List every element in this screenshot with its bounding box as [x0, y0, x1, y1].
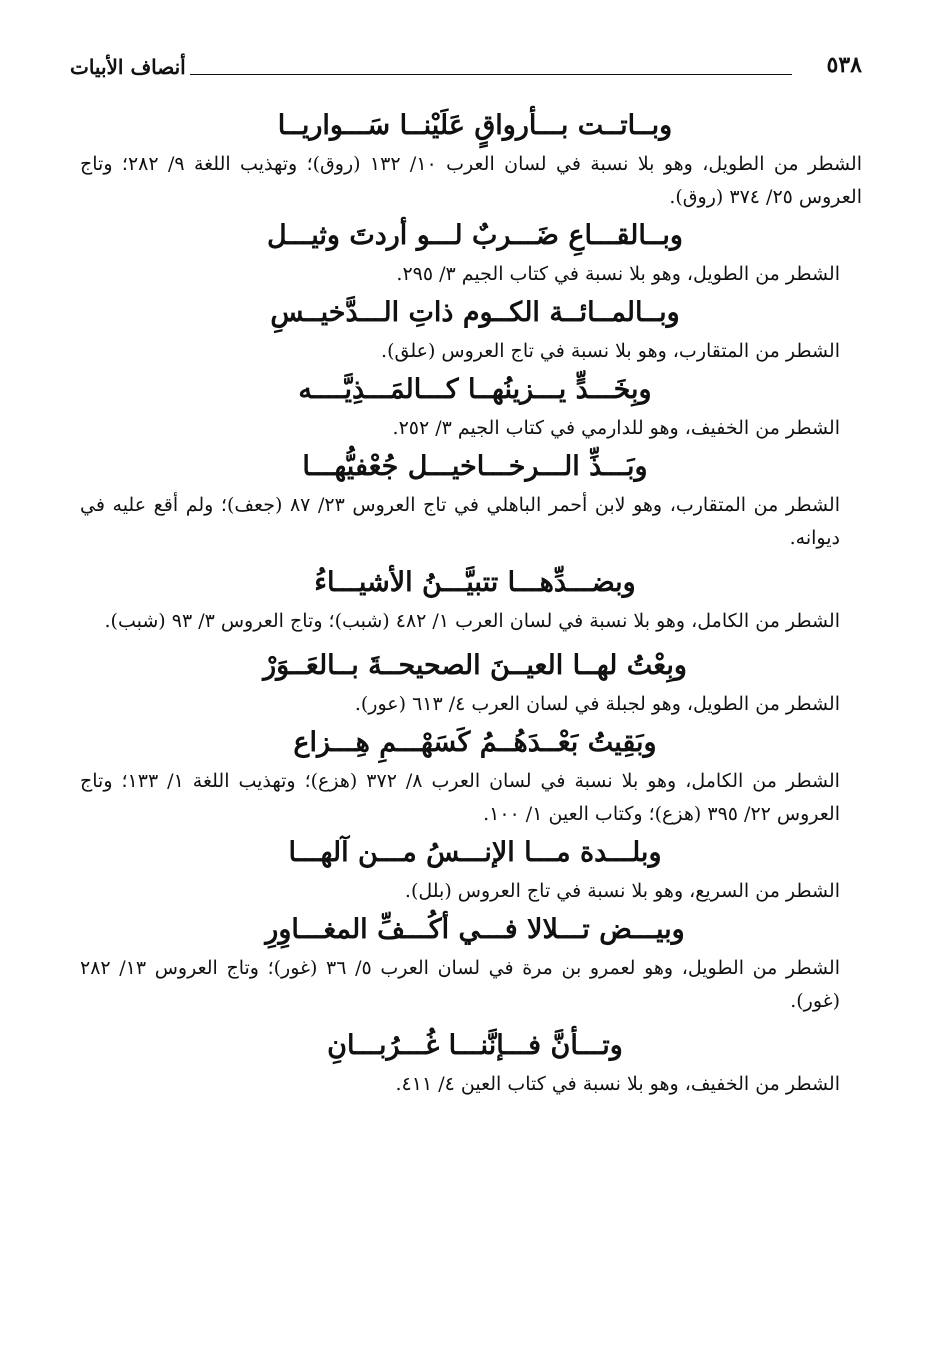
entry — [80, 214, 870, 291]
source-note: الشطر من الخفيف، وهو للدارمي في كتاب الجيم ٣/ ٢٥٢. — [392, 417, 840, 439]
verse-line: وبــالقـــاعِ ضَـــربٌ لـــو أردتَ وثيـــل — [267, 220, 683, 251]
verse-line: وبَـــذِّ الـــرخـــاخيـــل جُعْفيُّهـــا — [302, 451, 648, 482]
entry — [80, 908, 870, 1018]
page-header — [70, 52, 870, 86]
page-number: ٥٣٨ — [826, 52, 862, 78]
verse-line: وبــالمــائــة الكــوم ذاتِ الـــدَّخيــسِ — [270, 297, 680, 328]
source-note: الشطر من الطويل، وهو لجبلة في لسان العرب ٤/ ٦١٣ (عور). — [354, 693, 840, 715]
source-note: الشطر من المتقارب، وهو بلا نسبة في تاج العروس (علق). — [381, 340, 840, 362]
verse-line: وتـــأنَّ فـــإنَّنـــا غُـــرُبـــانِ — [327, 1030, 623, 1061]
entry — [80, 644, 870, 721]
source-note: الشطر من الكامل، وهو بلا نسبة في لسان العرب ١/ ٤٨٢ (شبب)؛ وتاج العروس ٣/ ٩٣ (شبب). — [104, 610, 840, 632]
entry — [80, 104, 870, 214]
verse-line: وبيـــض تـــلالا فـــي أكُـــفِّ المغـــاوِرِ — [265, 914, 685, 945]
entry — [80, 1024, 870, 1101]
entry — [80, 445, 870, 555]
source-note: الشطر من المتقارب، وهو لابن أحمر الباهلي في تاج العروس ٢٣/ ٨٧ (جعف)؛ ولم أقع عليه في ديوانه. — [80, 494, 840, 549]
source-note: الشطر من الطويل، وهو لعمرو بن مرة في لسان العرب ٥/ ٣٦ (غور)؛ وتاج العروس ١٣/ ٢٨٢ (غور). — [80, 957, 840, 1012]
header-rule — [190, 74, 792, 75]
entry — [80, 291, 870, 368]
source-note: الشطر من الطويل، وهو بلا نسبة في لسان العرب ١٠/ ١٣٢ (روق)؛ وتهذيب اللغة ٩/ ٢٨٢؛ وتاج العروس ٢٥/ ٣٧٤ (روق). — [80, 153, 862, 208]
source-note: الشطر من السريع، وهو بلا نسبة في تاج العروس (بلل). — [404, 880, 840, 902]
source-note: الشطر من الخفيف، وهو بلا نسبة في كتاب العين ٤/ ٤١١. — [395, 1073, 840, 1095]
entries-list — [80, 104, 870, 1101]
verse-line: وبلـــدة مـــا الإنـــسُ مـــن آلهـــا — [288, 837, 662, 868]
verse-line: وبِخَـــدٍّ يـــزينُهــا كـــالمَـــذِيَّــــه — [298, 374, 652, 405]
entry — [80, 561, 870, 638]
entry — [80, 831, 870, 908]
running-title: أنصاف الأبيات — [70, 55, 186, 79]
entry — [80, 721, 870, 831]
verse-line: وبضـــدِّهـــا تتبيَّـــنُ الأشيـــاءُ — [314, 567, 636, 598]
verse-line: وبَقِيتُ بَعْــدَهُــمُ كَسَهْـــمِ هِـــزاع — [293, 727, 657, 758]
source-note: الشطر من الطويل، وهو بلا نسبة في كتاب الجيم ٣/ ٢٩٥. — [396, 263, 840, 285]
entry — [80, 368, 870, 445]
verse-line: وبــاتــت بـــأرواقٍ عَلَيْنــا سَـــواريــا — [277, 110, 673, 141]
verse-line: وبِعْتُ لهــا العيــنَ الصحيحــةَ بــالعَــوَرْ — [263, 650, 687, 681]
source-note: الشطر من الكامل، وهو بلا نسبة في لسان العرب ٨/ ٣٧٢ (هزع)؛ وتهذيب اللغة ١/ ١٣٣؛ وتاج العروس ٢٢/ ٣٩٥ (هزع)؛ وكتاب العين ١/ ١٠٠. — [80, 770, 840, 825]
